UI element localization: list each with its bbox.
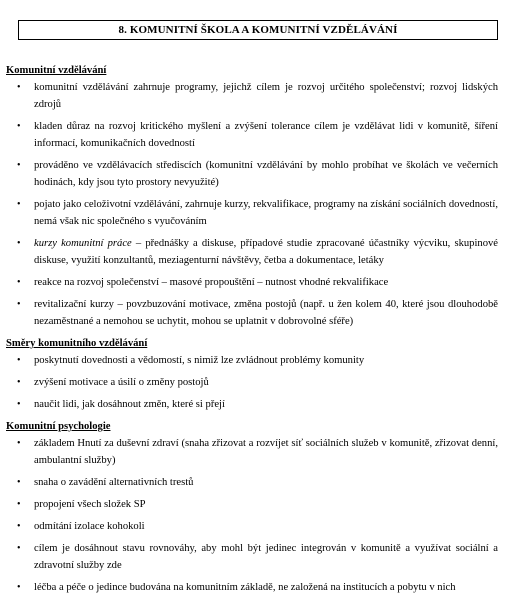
list-item [6,435,498,469]
document-body [6,62,498,601]
bullet-icon: • [17,477,21,488]
bullet-icon: • [17,399,21,410]
bullet-icon: • [17,299,21,310]
item-text-line: zřizovat denní, ambulantní služby) [34,438,498,466]
bullet-icon: • [17,521,21,532]
item-text-line: komunitní vzdělávání zahrnuje programy, jejichž cílem je rozvoj určitého společenství; rozvoj [34,82,458,93]
bullet-icon: • [17,121,21,132]
list-item [6,118,498,152]
item-text-line: dlouhodobě nezaměstnané a nemohou se uchytit, mohou se uplatnit v dobrovolné sféře) [34,299,498,327]
item-text-line: léčba a péče o jedince budována na komunitním základě, ne založená na institucích a pobytu v nich [34,582,456,593]
item-text-line: naučit lidi, jak dosáhnout změn, které si přejí [34,399,225,410]
bullet-icon: • [17,277,21,288]
list-item [6,274,498,291]
bullet-icon: • [17,82,21,93]
item-text-line: odmítání izolace kohokoli [34,521,145,532]
bullet-list [6,435,498,596]
list-item [6,540,498,574]
item-text-line: večerních hodinách, kdy jsou tyto prostory nevyužité) [34,160,498,188]
bullet-icon: • [17,543,21,554]
list-item [6,374,498,391]
bullet-icon: • [17,499,21,510]
item-text-line: zvýšení motivace a úsilí o změny postojů [34,377,209,388]
bullet-icon: • [17,582,21,593]
item-text-line: poskytnutí dovednosti a vědomostí, s nimiž lze zvládnout problémy komunity [34,355,365,366]
list-item [6,235,498,269]
bullet-list [6,352,498,413]
section-heading: Směry komunitního vzdělávání [6,338,148,349]
list-item [6,79,498,113]
item-text-line: snaha o zavádění alternativních trestů [34,477,194,488]
item-text-line: pojato jako celoživotní vzdělávání, zahrnuje kurzy, rekvalifikace, programy na získání sociálních [34,199,447,210]
page-title: 8. KOMUNITNÍ ŠKOLA A KOMUNITNÍ VZDĚLÁVÁNÍ [18,20,498,40]
item-text-line: sociální a zdravotní služby zde [34,543,499,571]
item-text-line: šíření informací, komunikačních dovedností [34,121,498,149]
section-heading: Komunitní vzdělávání [6,65,107,76]
item-text-line: základem Hnutí za duševní zdraví (snaha zřizovat a rozvíjet síť sociálních služeb v komunitě, [34,438,433,449]
item-text-line: prováděno ve vzdělávacích střediscích (komunitní vzdělávání by mohlo probíhat ve školách ve [34,160,453,171]
list-item [6,496,498,513]
item-text-line: kladen důraz na rozvoj kritického myšlení a zvýšení tolerance cílem je vzdělávat lidi v komunitě, [34,121,471,132]
list-item [6,396,498,413]
bullet-icon: • [17,377,21,388]
item-text-line: revitalizační kurzy – povzbuzování motivace, změna postojů (např. u žen kolem 40, které jsou [34,299,445,310]
bullet-icon: • [17,199,21,210]
item-text-line: lidských zdrojů [34,82,498,110]
item-text-line: propojení všech složek SP [34,499,146,510]
list-item [6,518,498,535]
list-item [6,352,498,369]
item-text-line: reakce na rozvoj společenství – masové propouštění – nutnost vhodné rekvalifikace [34,277,389,288]
list-item [6,579,498,596]
section-heading: Komunitní psychologie [6,421,111,432]
bullet-icon: • [17,438,21,449]
list-item [6,196,498,230]
item-text-line: – přednášky a diskuse, případové studie zpracované účastníky výcviku, [131,238,451,249]
bullet-icon: • [17,238,21,249]
item-text-line: dovedností, nemá však nic společného s vyučováním [34,199,498,227]
bullet-icon: • [17,355,21,366]
list-item [6,157,498,191]
item-text-line: skupinové diskuse, využití konzultantů, meziagenturní návštěvy, četba a dokumentace, letáky [34,238,499,266]
item-text-line: cílem je dosáhnout stavu rovnováhy, aby mohl být jedinec integrován v komunitě a využívat [34,543,452,554]
list-item [6,296,498,330]
bullet-icon: • [17,160,21,171]
item-italic-lead: kurzy komunitní práce [34,238,132,249]
list-item [6,474,498,491]
bullet-list [6,79,498,330]
